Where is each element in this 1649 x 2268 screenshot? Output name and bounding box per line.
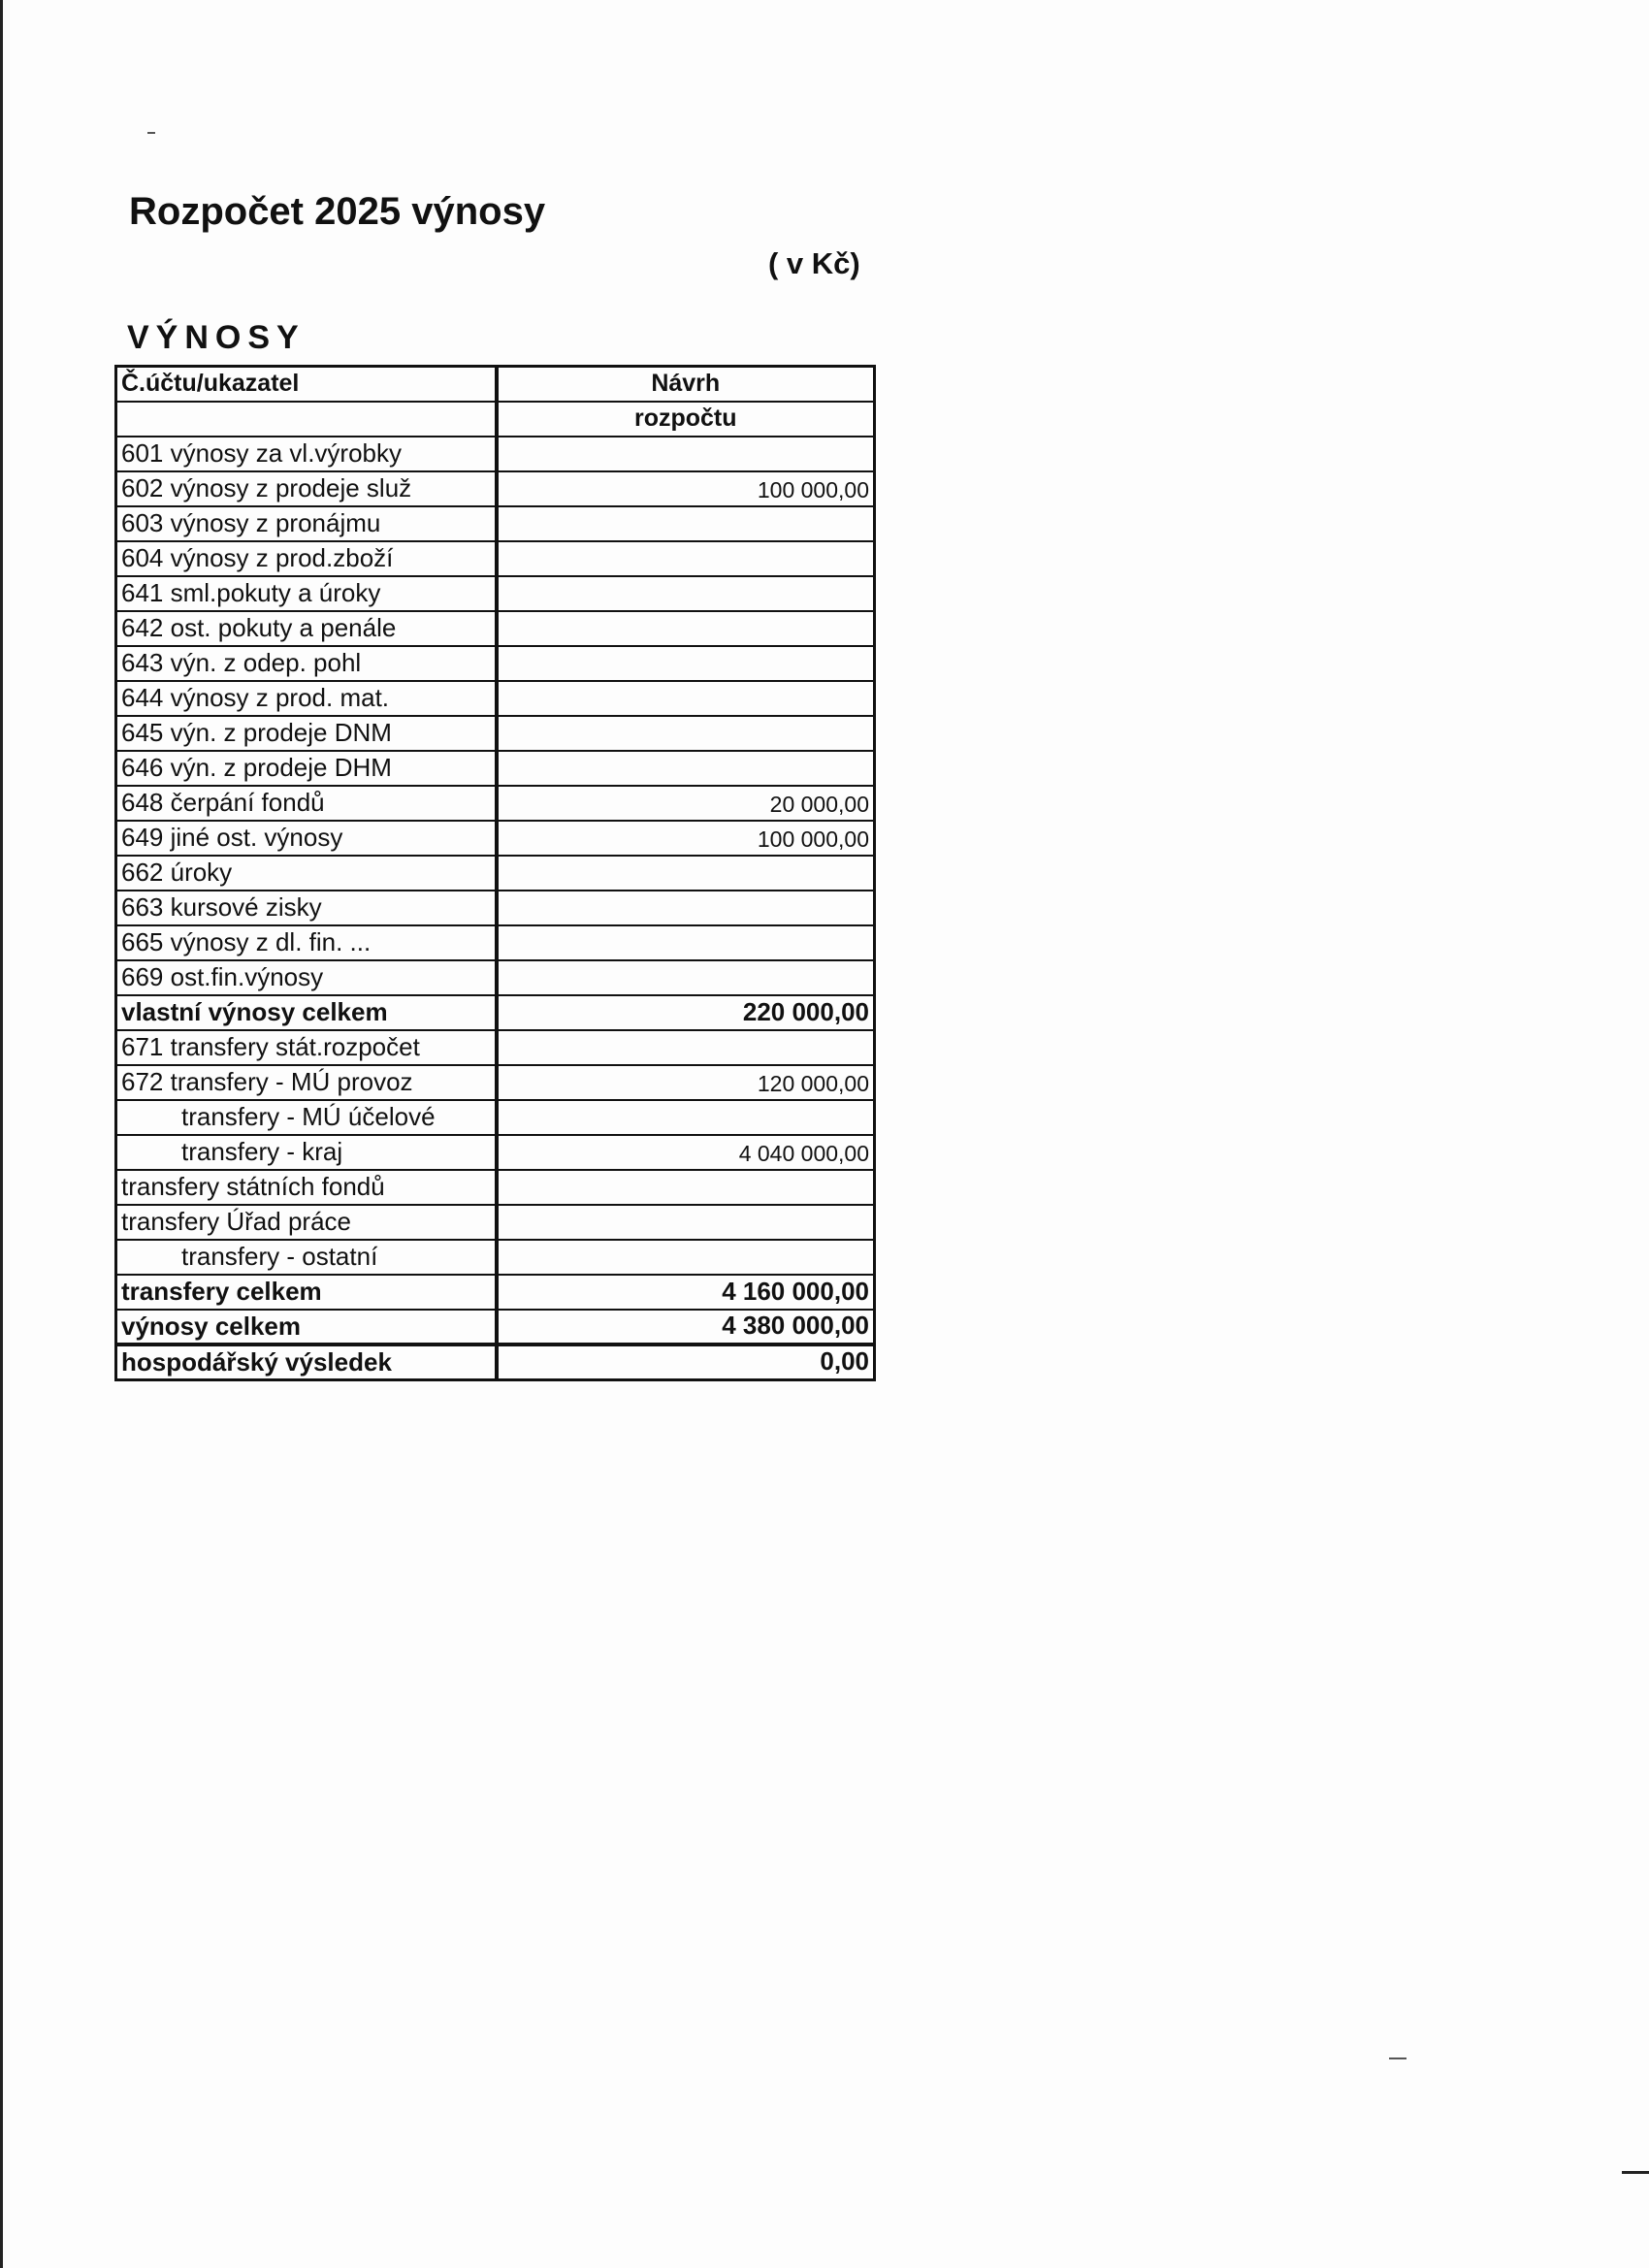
table-row	[116, 1170, 875, 1205]
table-row	[116, 856, 875, 891]
row-value	[497, 716, 875, 751]
row-label: 645 výn. z prodeje DNM	[116, 716, 497, 751]
row-label: hospodářský výsledek	[116, 1345, 497, 1380]
table-row	[116, 1135, 875, 1170]
table-row	[116, 716, 875, 751]
table-row	[116, 821, 875, 856]
table-row	[116, 960, 875, 995]
result-row-economic-result	[116, 1345, 875, 1380]
row-value: 100 000,00	[497, 471, 875, 506]
scan-speck	[1389, 2057, 1406, 2059]
table-row	[116, 646, 875, 681]
table-row	[116, 1240, 875, 1275]
row-label: 649 jiné ost. výnosy	[116, 821, 497, 856]
table-header-row	[116, 367, 875, 402]
header-empty-cell	[116, 402, 497, 437]
row-label: 602 výnosy z prodeje služ	[116, 471, 497, 506]
row-value: 4 380 000,00	[497, 1310, 875, 1345]
row-label: vlastní výnosy celkem	[116, 995, 497, 1030]
row-value	[497, 751, 875, 786]
row-label: transfery - kraj	[116, 1135, 497, 1170]
row-value: 120 000,00	[497, 1065, 875, 1100]
row-label: transfery Úřad práce	[116, 1205, 497, 1240]
row-value	[497, 681, 875, 716]
row-label: výnosy celkem	[116, 1310, 497, 1345]
row-value	[497, 437, 875, 471]
row-label: 642 ost. pokuty a penále	[116, 611, 497, 646]
table-row	[116, 751, 875, 786]
row-value	[497, 1170, 875, 1205]
row-label: 672 transfery - MÚ provoz	[116, 1065, 497, 1100]
row-label: 603 výnosy z pronájmu	[116, 506, 497, 541]
row-value	[497, 1240, 875, 1275]
row-value	[497, 541, 875, 576]
table-row	[116, 1100, 875, 1135]
row-value	[497, 1030, 875, 1065]
row-label: 663 kursové zisky	[116, 891, 497, 925]
row-value	[497, 506, 875, 541]
table-row	[116, 471, 875, 506]
row-value	[497, 891, 875, 925]
row-value: 100 000,00	[497, 821, 875, 856]
row-label: transfery - MÚ účelové	[116, 1100, 497, 1135]
scan-speck	[147, 132, 155, 134]
table-row	[116, 1205, 875, 1240]
row-label: transfery státních fondů	[116, 1170, 497, 1205]
row-value: 4 040 000,00	[497, 1135, 875, 1170]
row-value	[497, 925, 875, 960]
table-header-row	[116, 402, 875, 437]
row-label: 671 transfery stát.rozpočet	[116, 1030, 497, 1065]
row-label: 646 výn. z prodeje DHM	[116, 751, 497, 786]
row-value: 4 160 000,00	[497, 1275, 875, 1310]
header-account-indicator: Č.účtu/ukazatel	[116, 367, 497, 402]
total-row-revenue	[116, 1310, 875, 1345]
row-value	[497, 1100, 875, 1135]
document-title: Rozpočet 2025 výnosy	[129, 190, 546, 233]
table-row	[116, 541, 875, 576]
row-label: 641 sml.pokuty a úroky	[116, 576, 497, 611]
table-row	[116, 1030, 875, 1065]
table-row	[116, 925, 875, 960]
scan-speck	[1622, 2171, 1649, 2174]
row-value: 20 000,00	[497, 786, 875, 821]
row-value	[497, 1205, 875, 1240]
revenue-budget-table	[114, 365, 876, 1381]
row-value	[497, 576, 875, 611]
row-label: 665 výnosy z dl. fin. ...	[116, 925, 497, 960]
row-value: 0,00	[497, 1345, 875, 1380]
row-label: transfery celkem	[116, 1275, 497, 1310]
row-label: 601 výnosy za vl.výrobky	[116, 437, 497, 471]
table-row	[116, 1065, 875, 1100]
row-value	[497, 611, 875, 646]
subtotal-row-transfers	[116, 1275, 875, 1310]
table-row	[116, 611, 875, 646]
row-label: 644 výnosy z prod. mat.	[116, 681, 497, 716]
row-label: 662 úroky	[116, 856, 497, 891]
row-value: 220 000,00	[497, 995, 875, 1030]
table-row	[116, 506, 875, 541]
row-label: 669 ost.fin.výnosy	[116, 960, 497, 995]
row-value	[497, 960, 875, 995]
table-row	[116, 437, 875, 471]
table-row	[116, 786, 875, 821]
row-label: 643 výn. z odep. pohl	[116, 646, 497, 681]
section-heading: VÝNOSY	[127, 319, 306, 356]
scan-page-edge	[0, 0, 3, 2268]
row-value	[497, 856, 875, 891]
header-budget-proposal-line1: Návrh	[497, 367, 875, 402]
subtotal-row-own-revenue	[116, 995, 875, 1030]
table-row	[116, 576, 875, 611]
row-label: 648 čerpání fondů	[116, 786, 497, 821]
currency-unit-note: ( v Kč)	[768, 246, 860, 280]
header-budget-proposal-line2: rozpočtu	[497, 402, 875, 437]
table-row	[116, 681, 875, 716]
table-row	[116, 891, 875, 925]
row-value	[497, 646, 875, 681]
row-label: transfery - ostatní	[116, 1240, 497, 1275]
row-label: 604 výnosy z prod.zboží	[116, 541, 497, 576]
